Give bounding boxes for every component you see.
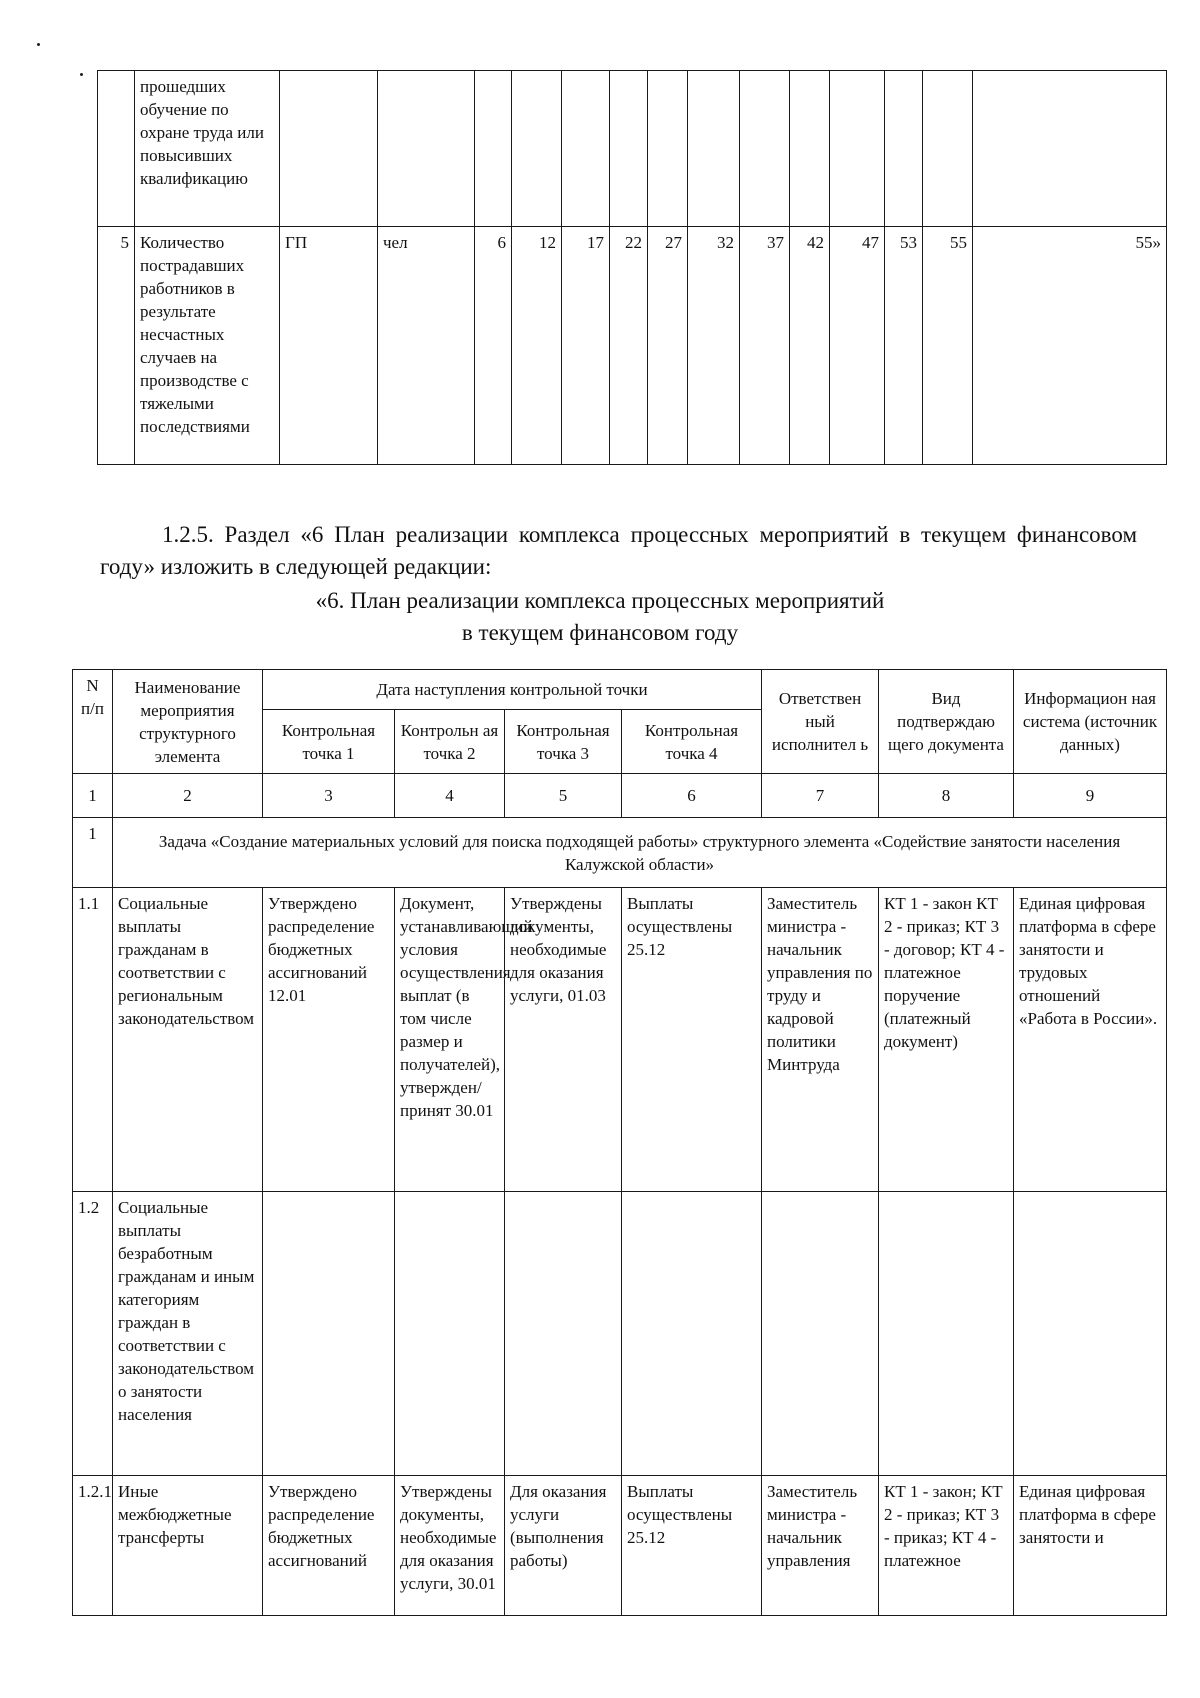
value-cell: 17 xyxy=(562,227,610,465)
header-row xyxy=(73,670,1167,710)
index-cell: 8 xyxy=(879,774,1014,818)
indicator-label: Количество пострадавших работников в результате несчастных случаев на производстве с тяжелыми последствиями xyxy=(135,227,280,465)
activity-name: Иные межбюджетные трансферты xyxy=(113,1476,263,1616)
header-cp3: Контрольная точка 3 xyxy=(505,710,622,774)
section-heading-line: в текущем финансовом году xyxy=(461,620,739,645)
row-number: 1.2.1 xyxy=(73,1476,113,1616)
table-row xyxy=(73,1192,1167,1476)
row-number: 1.1 xyxy=(73,888,113,1192)
index-cell: 2 xyxy=(113,774,263,818)
checkpoint-3: Для оказания услуги (выполнения работы) xyxy=(505,1476,622,1616)
index-row xyxy=(73,774,1167,818)
responsible: Заместитель министра - начальник управления xyxy=(762,1476,879,1616)
task-number: 1 xyxy=(73,818,113,888)
value-cell: 27 xyxy=(648,227,688,465)
value-cell: 6 xyxy=(475,227,512,465)
value-cell: 22 xyxy=(610,227,648,465)
checkpoint-1: Утверждено распределение бюджетных ассигнований 12.01 xyxy=(263,888,395,1192)
index-cell: 3 xyxy=(263,774,395,818)
activity-name: Социальные выплаты гражданам в соответствии с региональным законодательством xyxy=(113,888,263,1192)
header-responsible: Ответствен ный исполнител ь xyxy=(762,670,879,774)
task-row xyxy=(73,818,1167,888)
table-row xyxy=(73,888,1167,1192)
value-cell: 12 xyxy=(512,227,562,465)
responsible xyxy=(762,1192,879,1476)
section-heading xyxy=(0,585,1200,649)
indicator-unit: чел xyxy=(378,227,475,465)
task-text: Задача «Создание материальных условий для поиска подходящей работы» структурного элемента «Содействие занятости населения Калужской области» xyxy=(113,818,1167,888)
info-system: Единая цифровая платформа в сфере занятости и xyxy=(1014,1476,1167,1616)
checkpoint-2: Документ, устанавливающий условия осуществления выплат (в том числе размер и получателей), утвержден/принят 30.01 xyxy=(395,888,505,1192)
value-cell: 55 xyxy=(923,227,973,465)
value-cell: 47 xyxy=(830,227,885,465)
index-cell: 6 xyxy=(622,774,762,818)
checkpoint-1 xyxy=(263,1192,395,1476)
checkpoint-4 xyxy=(622,1192,762,1476)
checkpoint-2: Утверждены документы, необходимые для оказания услуги, 30.01 xyxy=(395,1476,505,1616)
checkpoint-2 xyxy=(395,1192,505,1476)
checkpoint-4: Выплаты осуществлены 25.12 xyxy=(622,1476,762,1616)
scan-speck xyxy=(37,43,40,46)
header-cp1: Контрольная точка 1 xyxy=(263,710,395,774)
value-cell: 42 xyxy=(790,227,830,465)
info-system xyxy=(1014,1192,1167,1476)
amendment-paragraph: 1.2.5. Раздел «6 План реализации комплекса процессных мероприятий в текущем финансовом году» изложить в следующей редакции: xyxy=(100,522,1137,579)
index-cell: 1 xyxy=(73,774,113,818)
index-cell: 7 xyxy=(762,774,879,818)
checkpoint-1: Утверждено распределение бюджетных ассигнований xyxy=(263,1476,395,1616)
row-number: 1.2 xyxy=(73,1192,113,1476)
doc-type: КТ 1 - закон; КТ 2 - приказ; КТ 3 - приказ; КТ 4 - платежное xyxy=(879,1476,1014,1616)
table-row xyxy=(73,1476,1167,1616)
section-heading-line: «6. План реализации комплекса процессных мероприятий xyxy=(315,588,885,613)
doc-type xyxy=(879,1192,1014,1476)
header-cp2: Контрольн ая точка 2 xyxy=(395,710,505,774)
value-cell: 53 xyxy=(885,227,923,465)
header-doc-type: Вид подтверждаю щего документа xyxy=(879,670,1014,774)
value-cell: 32 xyxy=(688,227,740,465)
index-cell: 4 xyxy=(395,774,505,818)
index-cell: 5 xyxy=(505,774,622,818)
header-num: N п/п xyxy=(73,670,113,774)
header-cp4: Контрольная точка 4 xyxy=(622,710,762,774)
info-system: Единая цифровая платформа в сфере занятости и трудовых отношений «Работа в России». xyxy=(1014,888,1167,1192)
checkpoint-3: Утверждены документы, необходимые для оказания услуги, 01.03 xyxy=(505,888,622,1192)
checkpoint-3 xyxy=(505,1192,622,1476)
table-row xyxy=(98,227,1167,465)
responsible: Заместитель министра - начальник управления по труду и кадровой политики Минтруда xyxy=(762,888,879,1192)
table-row xyxy=(98,71,1167,227)
indicators-table xyxy=(97,70,1167,465)
indicator-label: прошедших обучение по охране труда или повысивших квалификацию xyxy=(135,71,280,227)
value-cell: 55» xyxy=(973,227,1167,465)
checkpoint-4: Выплаты осуществлены 25.12 xyxy=(622,888,762,1192)
value-cell: 37 xyxy=(740,227,790,465)
row-number: 5 xyxy=(98,227,135,465)
scan-speck xyxy=(80,73,83,76)
doc-type: КТ 1 - закон КТ 2 - приказ; КТ 3 - договор; КТ 4 - платежное поручение (платежный документ) xyxy=(879,888,1014,1192)
index-cell: 9 xyxy=(1014,774,1167,818)
header-info-system: Информацион ная система (источник данных) xyxy=(1014,670,1167,774)
activity-name: Социальные выплаты безработным гражданам и иным категориям граждан в соответствии с законодательством о занятости населения xyxy=(113,1192,263,1476)
header-name: Наименование мероприятия структурного элемента xyxy=(113,670,263,774)
header-date-group: Дата наступления контрольной точки xyxy=(263,670,762,710)
plan-table xyxy=(72,669,1167,1616)
indicator-type: ГП xyxy=(280,227,378,465)
